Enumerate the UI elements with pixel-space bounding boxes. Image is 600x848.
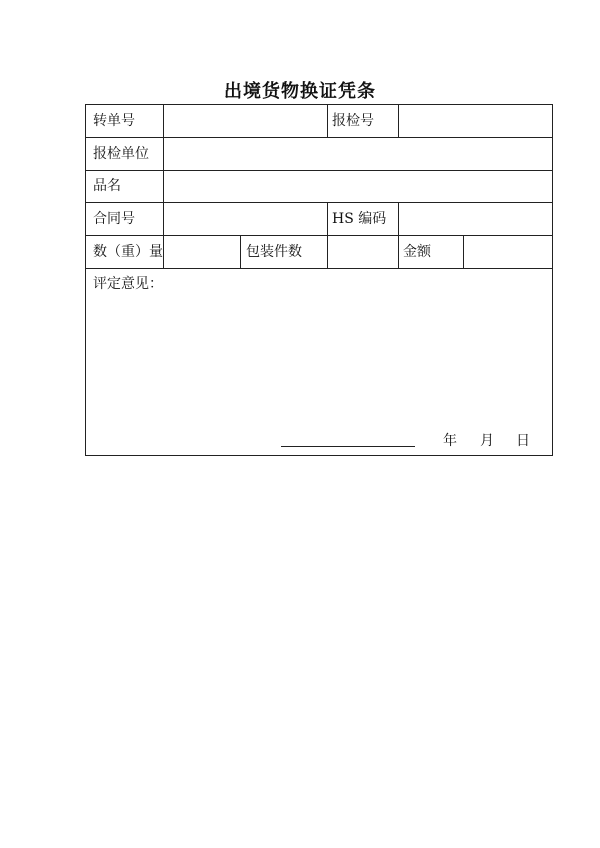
amount-label: 金额 xyxy=(403,244,431,260)
hs-code-label: HS 编码 xyxy=(332,211,387,227)
column-divider xyxy=(240,235,241,268)
column-divider xyxy=(327,105,328,137)
contract-no-field[interactable] xyxy=(164,203,327,235)
product-name-field[interactable] xyxy=(164,171,553,202)
row-divider xyxy=(86,268,552,269)
hs-code-field[interactable] xyxy=(399,203,553,235)
form-title: 出境货物换证凭条 xyxy=(224,81,376,102)
inspection-no-field[interactable] xyxy=(399,105,553,137)
date-day-label: 日 xyxy=(516,433,530,449)
applicant-label: 报检单位 xyxy=(93,146,149,162)
package-count-field[interactable] xyxy=(328,236,398,268)
signature-line[interactable] xyxy=(281,446,415,447)
quantity-weight-label: 数（重）量 xyxy=(93,244,163,260)
assessment-field[interactable] xyxy=(93,297,545,427)
applicant-field[interactable] xyxy=(164,138,553,170)
package-count-label: 包装件数 xyxy=(246,244,302,260)
transfer-no-field[interactable] xyxy=(164,105,327,137)
column-divider xyxy=(327,202,328,235)
contract-no-label: 合同号 xyxy=(93,211,135,227)
transfer-no-label: 转单号 xyxy=(93,113,135,129)
assessment-label: 评定意见： xyxy=(93,276,163,292)
amount-field[interactable] xyxy=(464,236,553,268)
date-month-label: 月 xyxy=(480,433,494,449)
inspection-no-label: 报检号 xyxy=(332,113,374,129)
quantity-weight-field[interactable] xyxy=(164,236,240,268)
product-name-label: 品名 xyxy=(93,178,121,194)
date-year-label: 年 xyxy=(443,433,457,449)
column-divider xyxy=(398,235,399,268)
voucher-form xyxy=(85,104,553,456)
